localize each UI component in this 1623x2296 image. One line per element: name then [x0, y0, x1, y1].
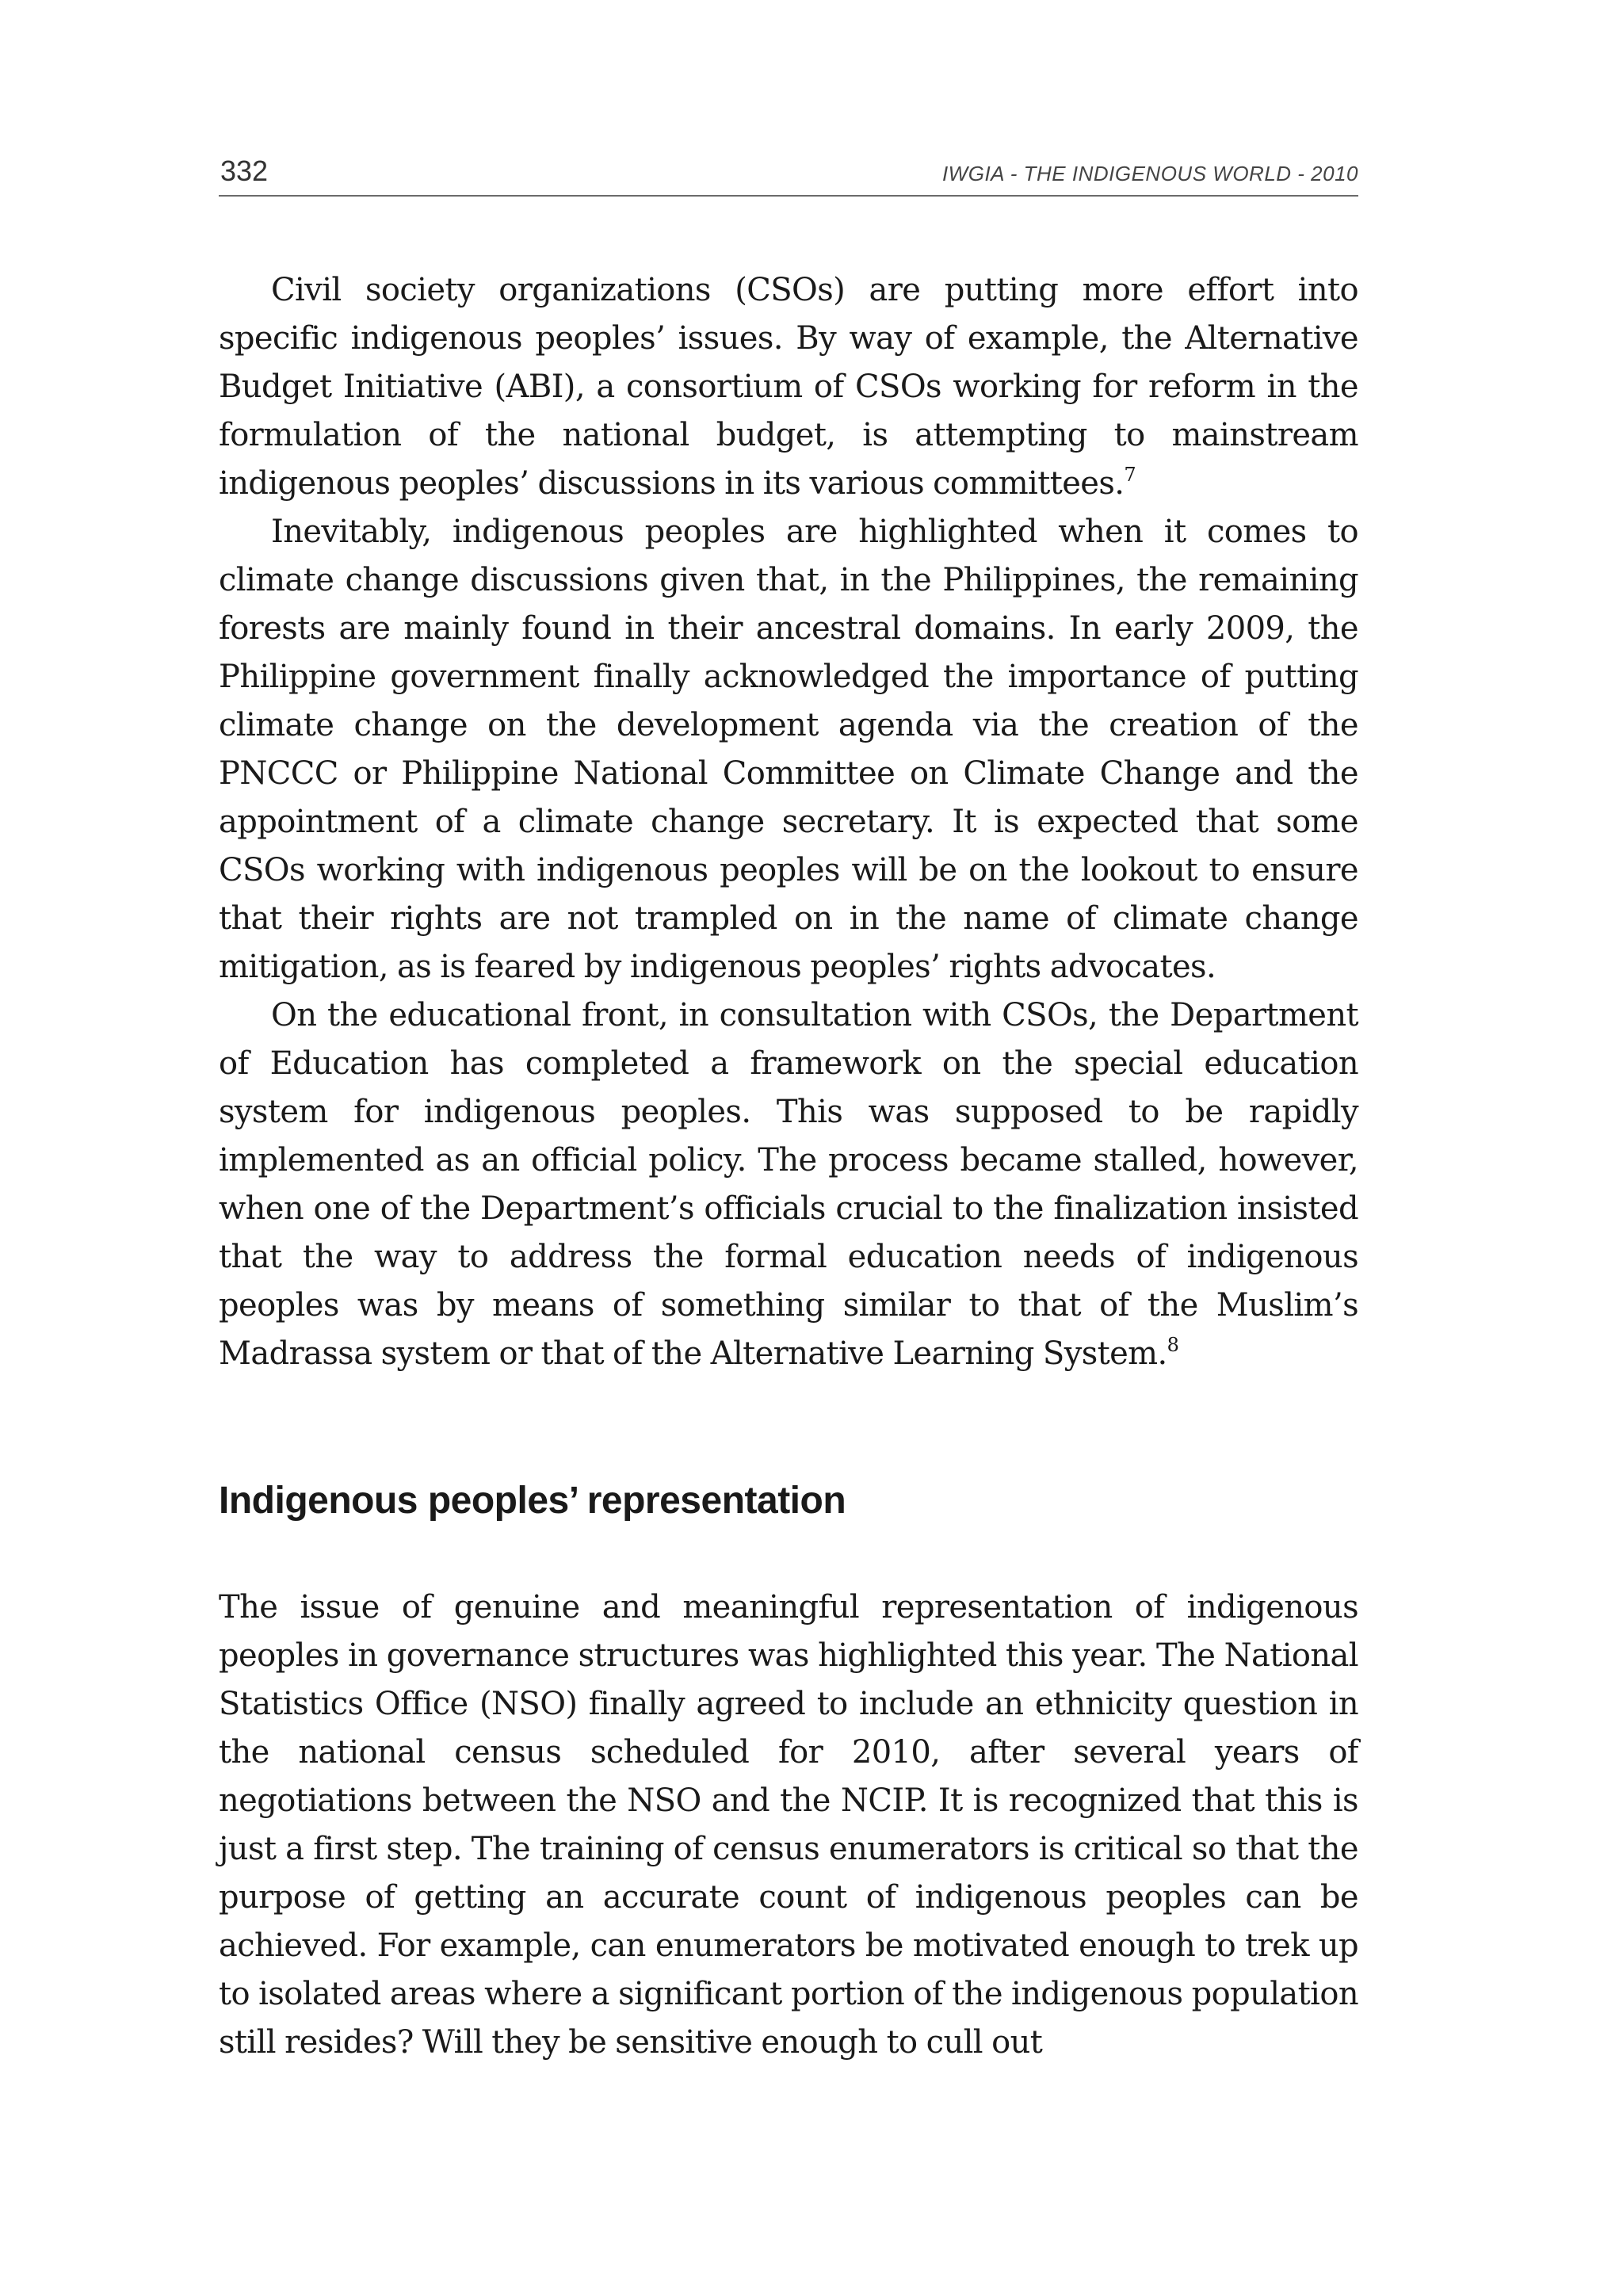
body-text-block: [219, 266, 1358, 1378]
paragraph-text: Inevitably, indigenous peoples are highlighted when it comes to climate change discussions given that, in the Philippines, the remaining forests are mainly found in their ancestral domains. In early 2009, the Philippine government finally acknowledged the importance of putting climate change on the development agenda via the creation of the PNCCC or Philippine National Committee on Climate Change and the appointment of a climate change secretary. It is expected that some CSOs working with indigenous peoples will be on the lookout to ensure that their rights are not trampled on in the name of climate change mitigation, as is feared by indigenous peoples’ rights advocates.: [219, 514, 1358, 985]
section-heading: Indigenous peoples’ representation: [219, 1480, 846, 1522]
footnote-ref-8: 8: [1167, 1334, 1179, 1356]
paragraph-education: [219, 991, 1358, 1378]
page-number: 332: [220, 155, 269, 187]
journal-title: IWGIA - THE INDIGENOUS WORLD - 2010: [941, 162, 1358, 185]
paragraph-cso-efforts: [219, 266, 1358, 508]
paragraph-representation: The issue of genuine and meaningful representation of indigenous peoples in governance structures was highlighted this year. The National Statistics Office (NSO) finally agreed to include an ethnicity question in the national census scheduled for 2010, after several years of negotiations between the NSO and the NCIP. It is recognized that this is just a first step. The training of census enumerators is critical so that the purpose of getting an accurate count of indigenous peoples can be achieved. For example, can enumerators be motivated enough to trek up to isolated areas where a significant portion of the indigenous population still resides? Will they be sensitive enough to cull out: [219, 1589, 1358, 2061]
footnote-ref-7: 7: [1124, 464, 1136, 486]
running-header: [219, 155, 1358, 197]
section-body-block: [219, 1584, 1358, 2067]
paragraph-climate-change: [219, 508, 1358, 991]
paragraph-text: On the educational front, in consultation with CSOs, the Department of Education has completed a framework on the special education system for indigenous peoples. This was supposed to be rapidly implemented as an official policy. The process became stalled, however, when one of the Department’s officials crucial to the finalization insisted that the way to address the formal education needs of indigenous peoples was by means of something similar to that of the Muslim’s Madrassa system or that of the Alternative Learning System.: [219, 997, 1358, 1372]
paragraph-text: Civil society organizations (CSOs) are putting more effort into specific indigenous peoples’ issues. By way of example, the Alternative Budget Initiative (ABI), a consortium of CSOs working for reform in the formulation of the national budget, is attempting to mainstream indigenous peoples’ discussions in its various committees.: [219, 272, 1358, 502]
